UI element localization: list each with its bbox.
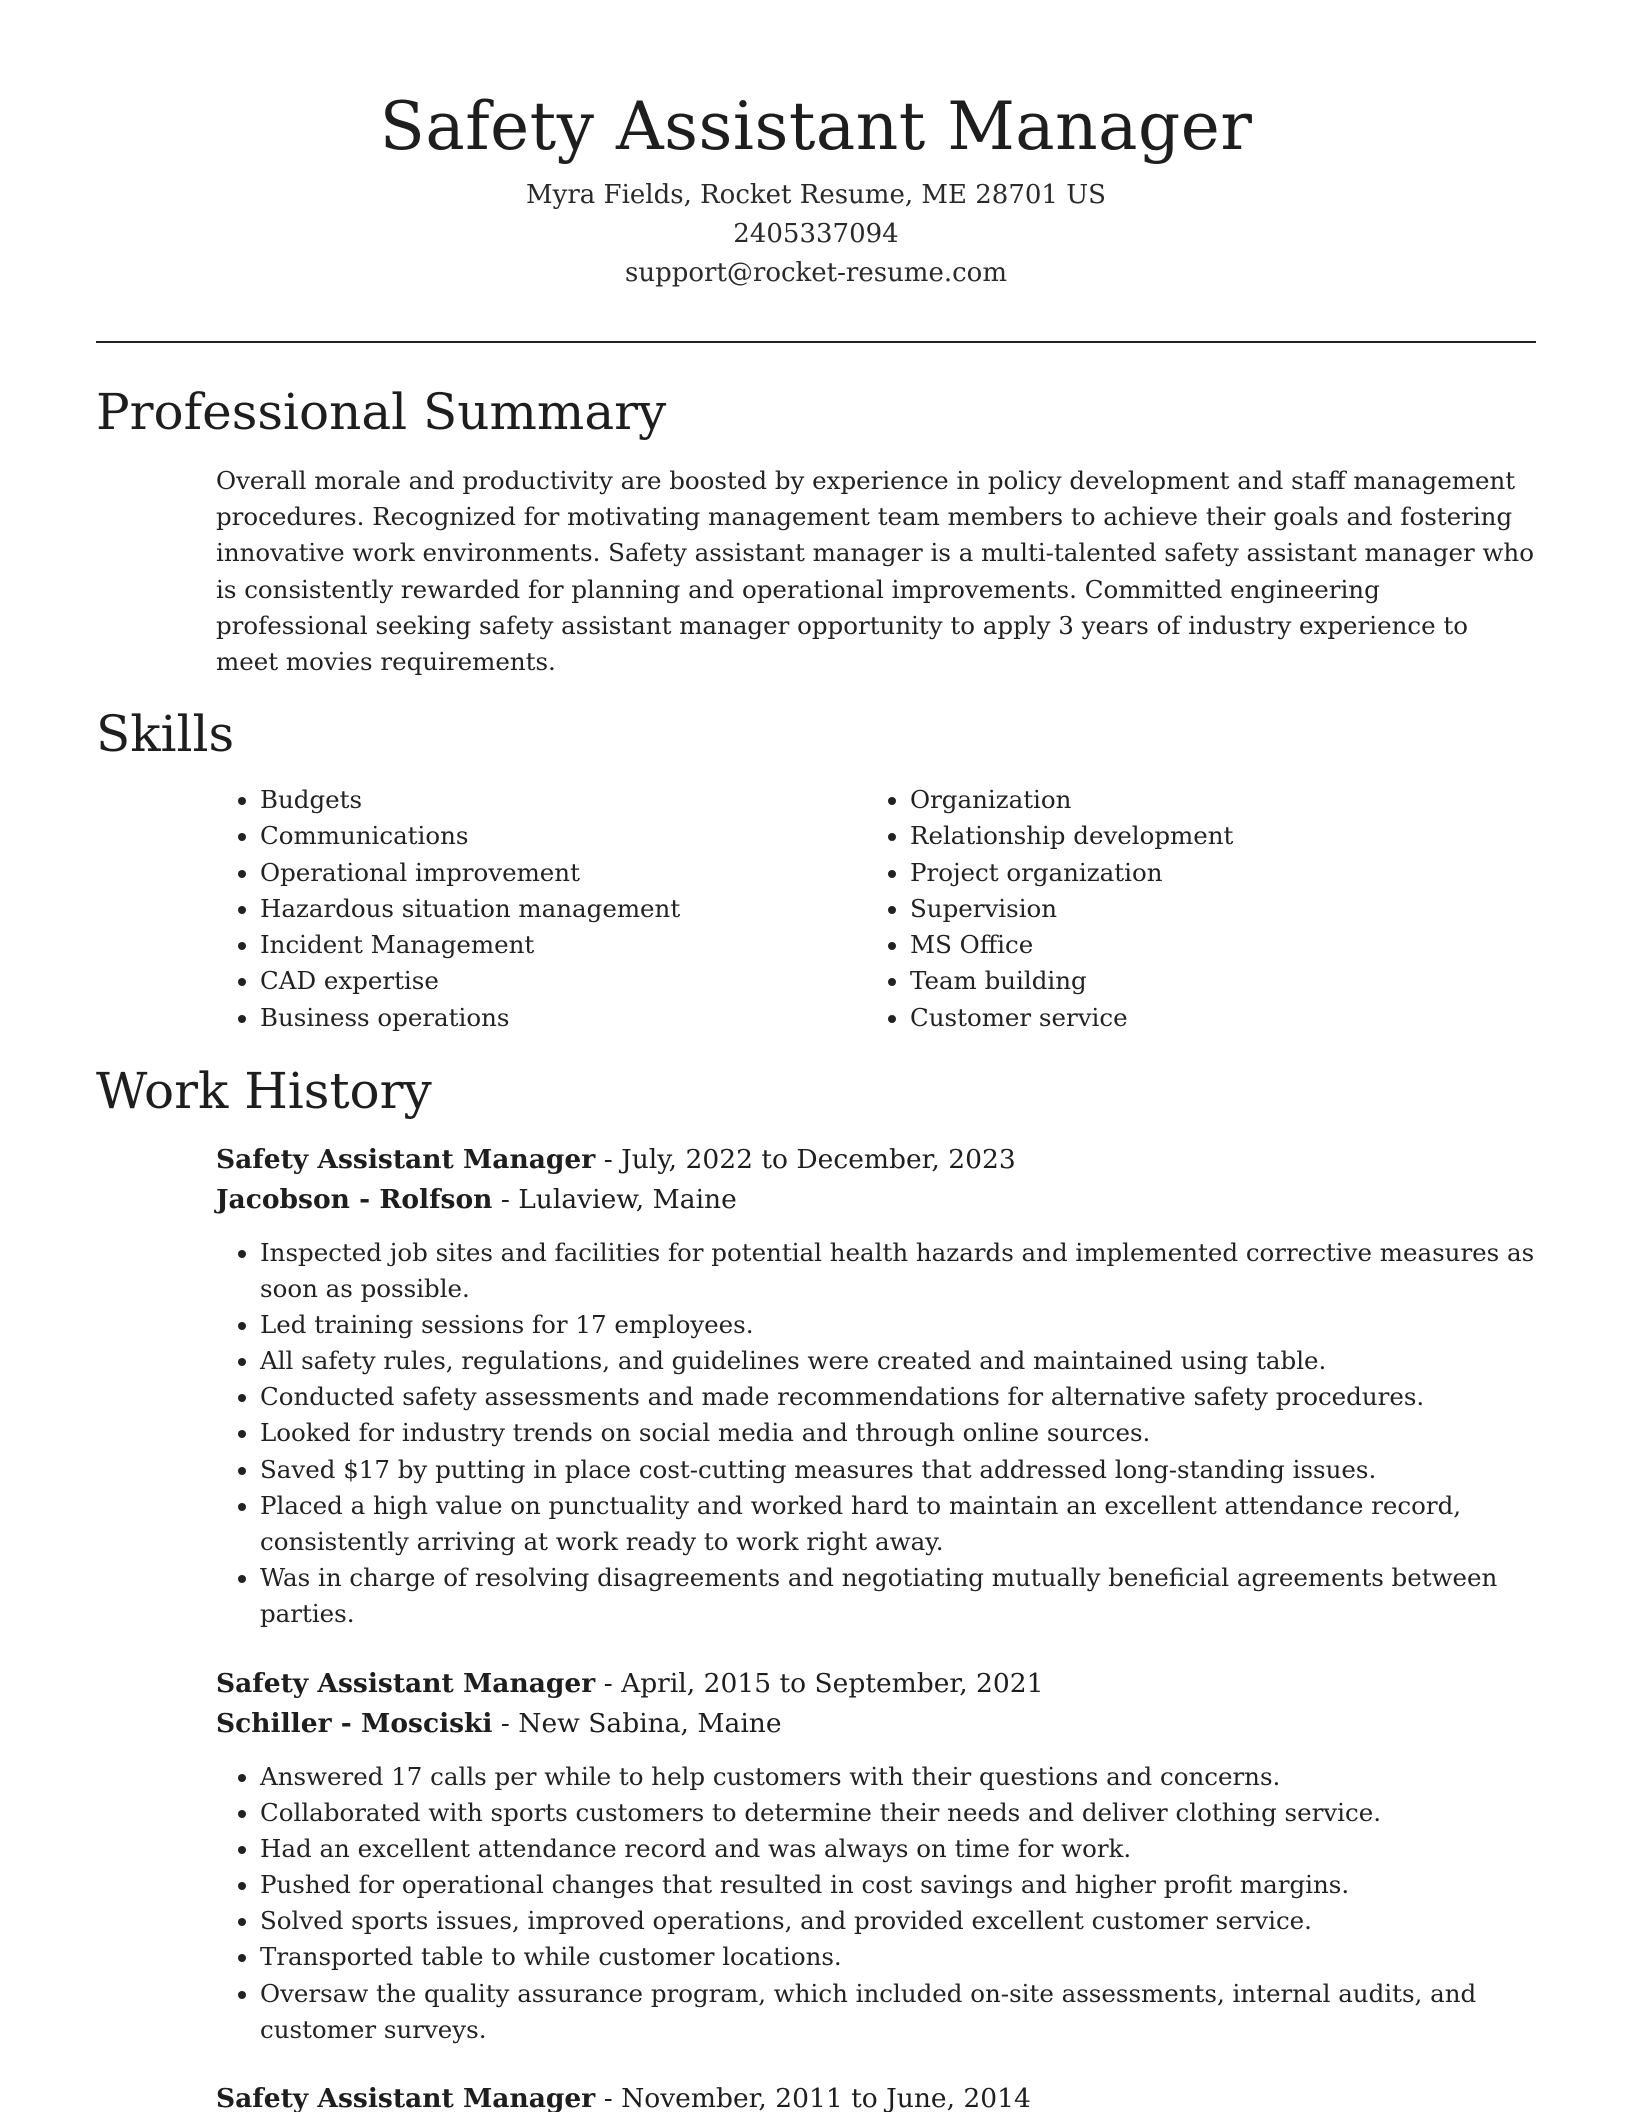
job-company-line [216,1180,737,1220]
contact-email: support@rocket-resume.com [624,258,1007,288]
skill-item: • Relationship development [910,818,1536,854]
job-duty: • Oversaw the quality assurance program, which included on-site assessments, internal audits, and customer surveys. [260,1976,1536,2048]
contact-phone: 2405337094 [733,219,899,249]
job-duty: • Saved $17 by putting in place cost-cutting measures that addressed long-standing issues. [260,1452,1536,1488]
job-duty: • All safety rules, regulations, and guidelines were created and maintained using table. [260,1343,1536,1379]
job-duty: • Pushed for operational changes that resulted in cost savings and higher profit margins. [260,1867,1536,1903]
skill-item: • Team building [910,963,1536,999]
job-duty: • Looked for industry trends on social media and through online sources. [260,1415,1536,1451]
job-company: Jacobson - Rolfson [216,1184,493,1215]
job-dates: - April, 2015 to September, 2021 [595,1668,1044,1699]
job-title: Safety Assistant Manager [216,1144,596,1175]
job-title-line [216,1140,1016,1180]
job-duties-list [216,1759,1536,2048]
skill-item: • Customer service [910,1000,1536,1036]
job-title: Safety Assistant Manager [216,1668,596,1699]
job-location: - New Sabina, Maine [492,1708,782,1739]
work-history-heading: Work History [96,1062,432,1120]
job-duty: • Led training sessions for 17 employees. [260,1307,1536,1343]
skill-item: • Hazardous situation management [260,891,836,927]
header-divider [96,341,1536,343]
contact-address: Myra Fields, Rocket Resume, ME 28701 US [526,180,1106,210]
job-duty: • Had an excellent attendance record and was always on time for work. [260,1831,1536,1867]
job-dates: - July, 2022 to December, 2023 [595,1144,1016,1175]
resume-header [0,82,1632,293]
job-title: Safety Assistant Manager [216,2083,596,2112]
contact-info [0,176,1632,293]
job-duty: • Inspected job sites and facilities for potential health hazards and implemented corrective measures as soon as possible. [260,1235,1536,1307]
job-duties-list [216,1235,1536,1632]
skills-heading: Skills [96,705,235,763]
job-duty: • Answered 17 calls per while to help customers with their questions and concerns. [260,1759,1536,1795]
summary-heading: Professional Summary [96,383,667,441]
job-duty: • Transported table to while customer locations. [260,1939,1536,1975]
job-duty: • Placed a high value on punctuality and worked hard to maintain an excellent attendance record, consistently arriving at work ready to work right away. [260,1488,1536,1560]
job-duty: • Collaborated with sports customers to determine their needs and deliver clothing service. [260,1795,1536,1831]
skills-list-right [866,782,1536,1036]
job-duty: • Conducted safety assessments and made recommendations for alternative safety procedures. [260,1379,1536,1415]
skill-item: • Business operations [260,1000,836,1036]
skill-item: • Communications [260,818,836,854]
skill-item: • MS Office [910,927,1536,963]
job-title-line [216,2079,1031,2112]
summary-text: Overall morale and productivity are boosted by experience in policy development and staff management procedures. Recognized for motivating management team members to achieve their goals and fostering innovative work environments. Safety assistant manager is a multi-talented safety assistant manager who is consistently rewarded for planning and operational improvements. Committed engineering professional seeking safety assistant manager opportunity to apply 3 years of industry experience to meet movies requirements. [216,466,1534,677]
skills-list-left [216,782,836,1036]
skill-item: • CAD expertise [260,963,836,999]
resume-title: Safety Assistant Manager [379,88,1253,165]
job-company-line [216,1704,782,1744]
skill-item: • Project organization [910,855,1536,891]
job-title-line [216,1664,1043,1704]
skill-item: • Supervision [910,891,1536,927]
skill-item: • Organization [910,782,1536,818]
job-duty: • Solved sports issues, improved operations, and provided excellent customer service. [260,1903,1536,1939]
job-location: - Lulaview, Maine [492,1184,737,1215]
job-duty: • Was in charge of resolving disagreements and negotiating mutually beneficial agreements between parties. [260,1560,1536,1632]
skill-item: • Budgets [260,782,836,818]
job-company: Schiller - Mosciski [216,1708,493,1739]
skill-item: • Incident Management [260,927,836,963]
job-dates: - November, 2011 to June, 2014 [595,2083,1031,2112]
skill-item: • Operational improvement [260,855,836,891]
